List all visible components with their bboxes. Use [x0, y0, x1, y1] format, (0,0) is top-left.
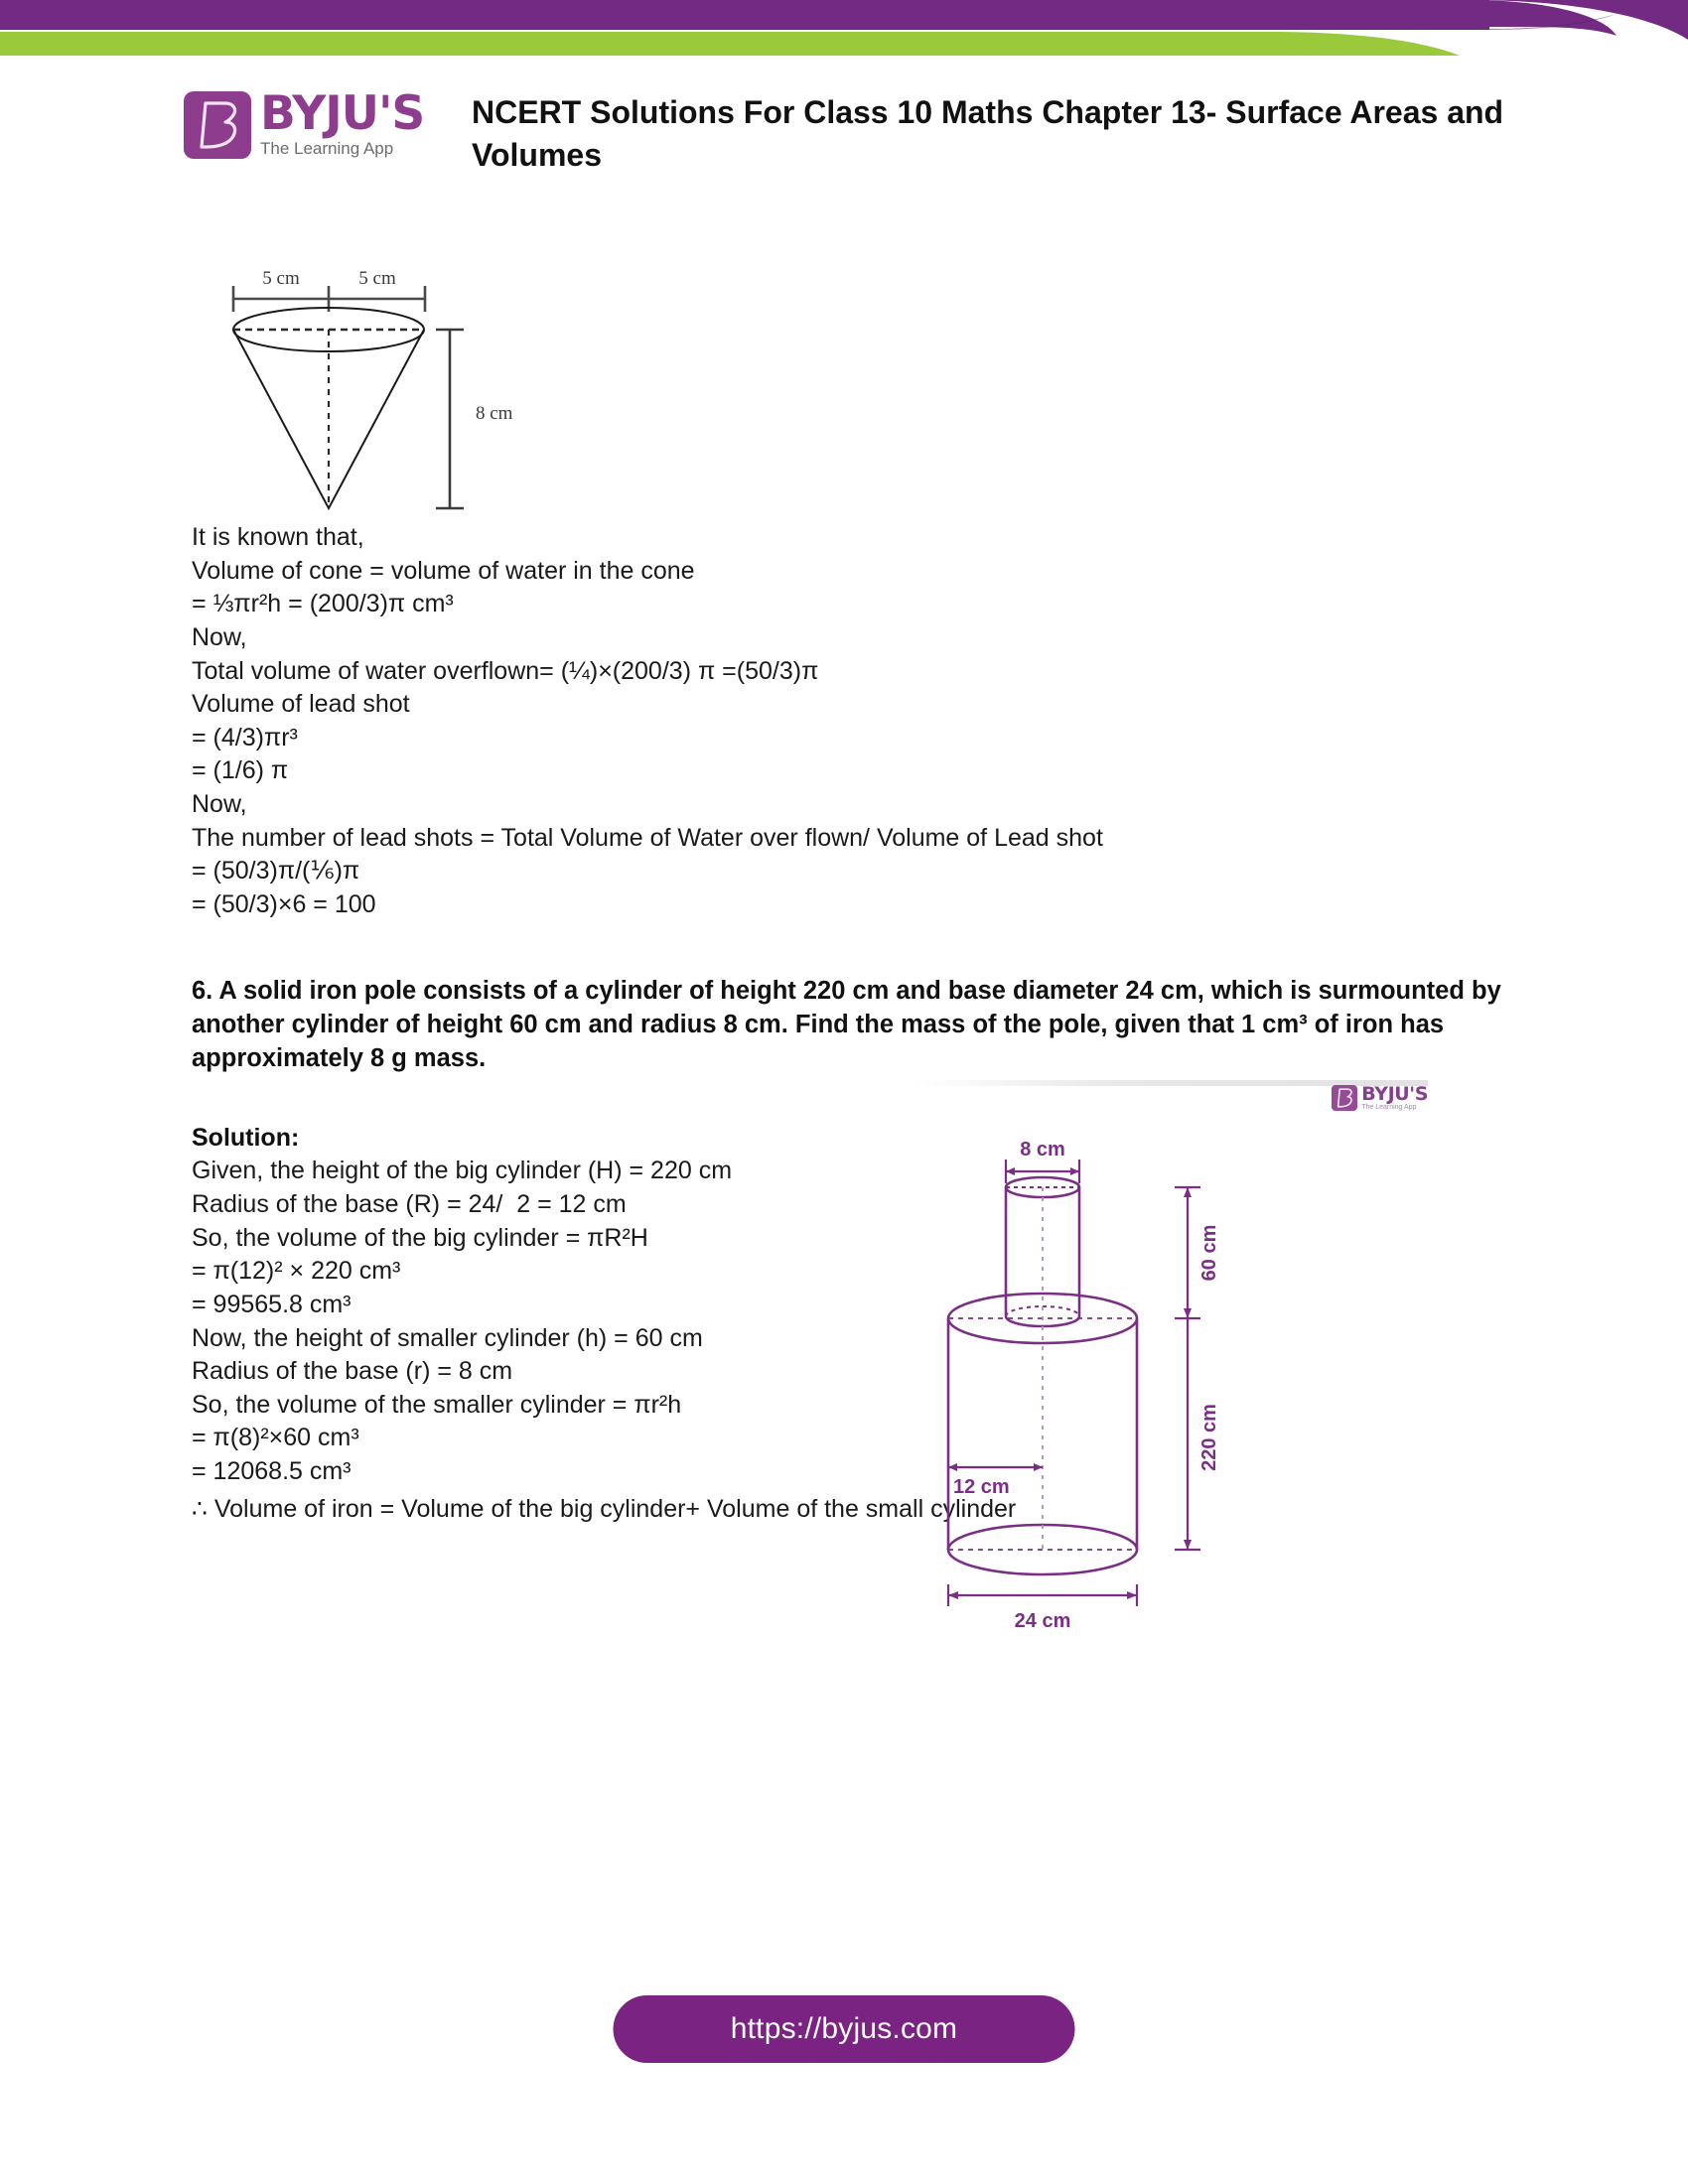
- solution5-line-10: = (50/3)π/(⅙)π: [192, 857, 360, 886]
- byjus-url-button[interactable]: [614, 1995, 1075, 2063]
- solution6-line-7: So, the volume of the smaller cylinder = πr²h: [192, 1390, 682, 1419]
- cylinder-label-top-height: 60 cm: [1198, 1224, 1220, 1282]
- solution5-line-2: = ⅓πr²h = (200/3)π cm³: [192, 590, 454, 618]
- cylinder-label-radius: 12 cm: [953, 1475, 1010, 1498]
- solution5-line-9: The number of lead shots = Total Volume of Water over flown/ Volume of Lead shot: [192, 823, 1103, 852]
- solution6-line-9: = 12068.5 cm³: [192, 1457, 352, 1486]
- solution6-final-line: ∴ Volume of iron = Volume of the big cylinder+ Volume of the small cylinder: [192, 1494, 1017, 1523]
- cone-figure: [221, 268, 1512, 521]
- cylinder-figure: [912, 1080, 1428, 1636]
- solution5-line-1: Volume of cone = volume of water in the cone: [192, 556, 695, 585]
- cylinder-label-body-height: 220 cm: [1198, 1403, 1220, 1471]
- cone-label-left: 5 cm: [262, 268, 300, 289]
- solution5-line-6: = (4/3)πr³: [192, 723, 298, 751]
- solution6-line-1: Radius of the base (R) = 24/ 2 = 12 cm: [192, 1190, 627, 1219]
- solution6-block: [192, 1082, 1512, 1648]
- solution5-line-0: It is known that,: [192, 523, 364, 551]
- solution5-line-4: Total volume of water overflown= (¼)×(200/3) π =(50/3)π: [192, 656, 819, 685]
- cylinder-label-base-diameter: 24 cm: [1014, 1609, 1071, 1632]
- cylinder-label-top-diameter: 8 cm: [1020, 1138, 1065, 1160]
- solution5-line-3: Now,: [192, 622, 247, 651]
- solution6-line-8: = π(8)²×60 cm³: [192, 1424, 359, 1452]
- solution6-line-0: Given, the height of the big cylinder (H) = 220 cm: [192, 1157, 733, 1185]
- byjus-logo: [184, 91, 464, 179]
- byjus-logo-mark-icon: [184, 91, 251, 159]
- byjus-watermark-wordmark: BYJU'S: [1361, 1082, 1428, 1105]
- question-6-text: 6. A solid iron pole consists of a cylinder of height 220 cm and base diameter 24 cm, which is surmounted by another cylinder of height 60 cm and radius 8 cm. Find the mass of the pole, given that 1 cm³ of iron has approximately 8 g mass.: [192, 976, 1501, 1073]
- solution5-line-5: Volume of lead shot: [192, 690, 410, 719]
- solution6-line-4: = 99565.8 cm³: [192, 1290, 352, 1318]
- document-header: [184, 91, 1564, 179]
- cone-label-right: 5 cm: [358, 268, 396, 289]
- solution6-line-3: = π(12)² × 220 cm³: [192, 1257, 401, 1286]
- solution5-text: [192, 521, 1512, 922]
- header-banner-decoration: [0, 0, 1688, 60]
- solution6-text: [192, 1122, 946, 1489]
- byjus-watermark-tagline: The Learning App: [1361, 1103, 1417, 1111]
- solution5-line-7: = (1/6) π: [192, 756, 289, 785]
- solution6-line-2: So, the volume of the big cylinder = πR²H: [192, 1223, 648, 1252]
- solution6-heading: Solution:: [192, 1123, 300, 1152]
- byjus-logo-tagline: The Learning App: [260, 139, 394, 159]
- page-title: NCERT Solutions For Class 10 Maths Chapter 13- Surface Areas and Volumes: [472, 94, 1504, 173]
- cone-label-height: 8 cm: [476, 403, 513, 424]
- solution6-line-5: Now, the height of smaller cylinder (h) = 60 cm: [192, 1323, 703, 1352]
- solution5-line-11: = (50/3)×6 = 100: [192, 889, 376, 918]
- solution6-line-6: Radius of the base (r) = 8 cm: [192, 1357, 513, 1386]
- byjus-logo-wordmark: BYJU'S: [260, 91, 425, 141]
- solution5-line-8: Now,: [192, 790, 247, 818]
- byjus-url-label: https://byjus.com: [730, 2012, 958, 2045]
- document-content: [192, 268, 1512, 1648]
